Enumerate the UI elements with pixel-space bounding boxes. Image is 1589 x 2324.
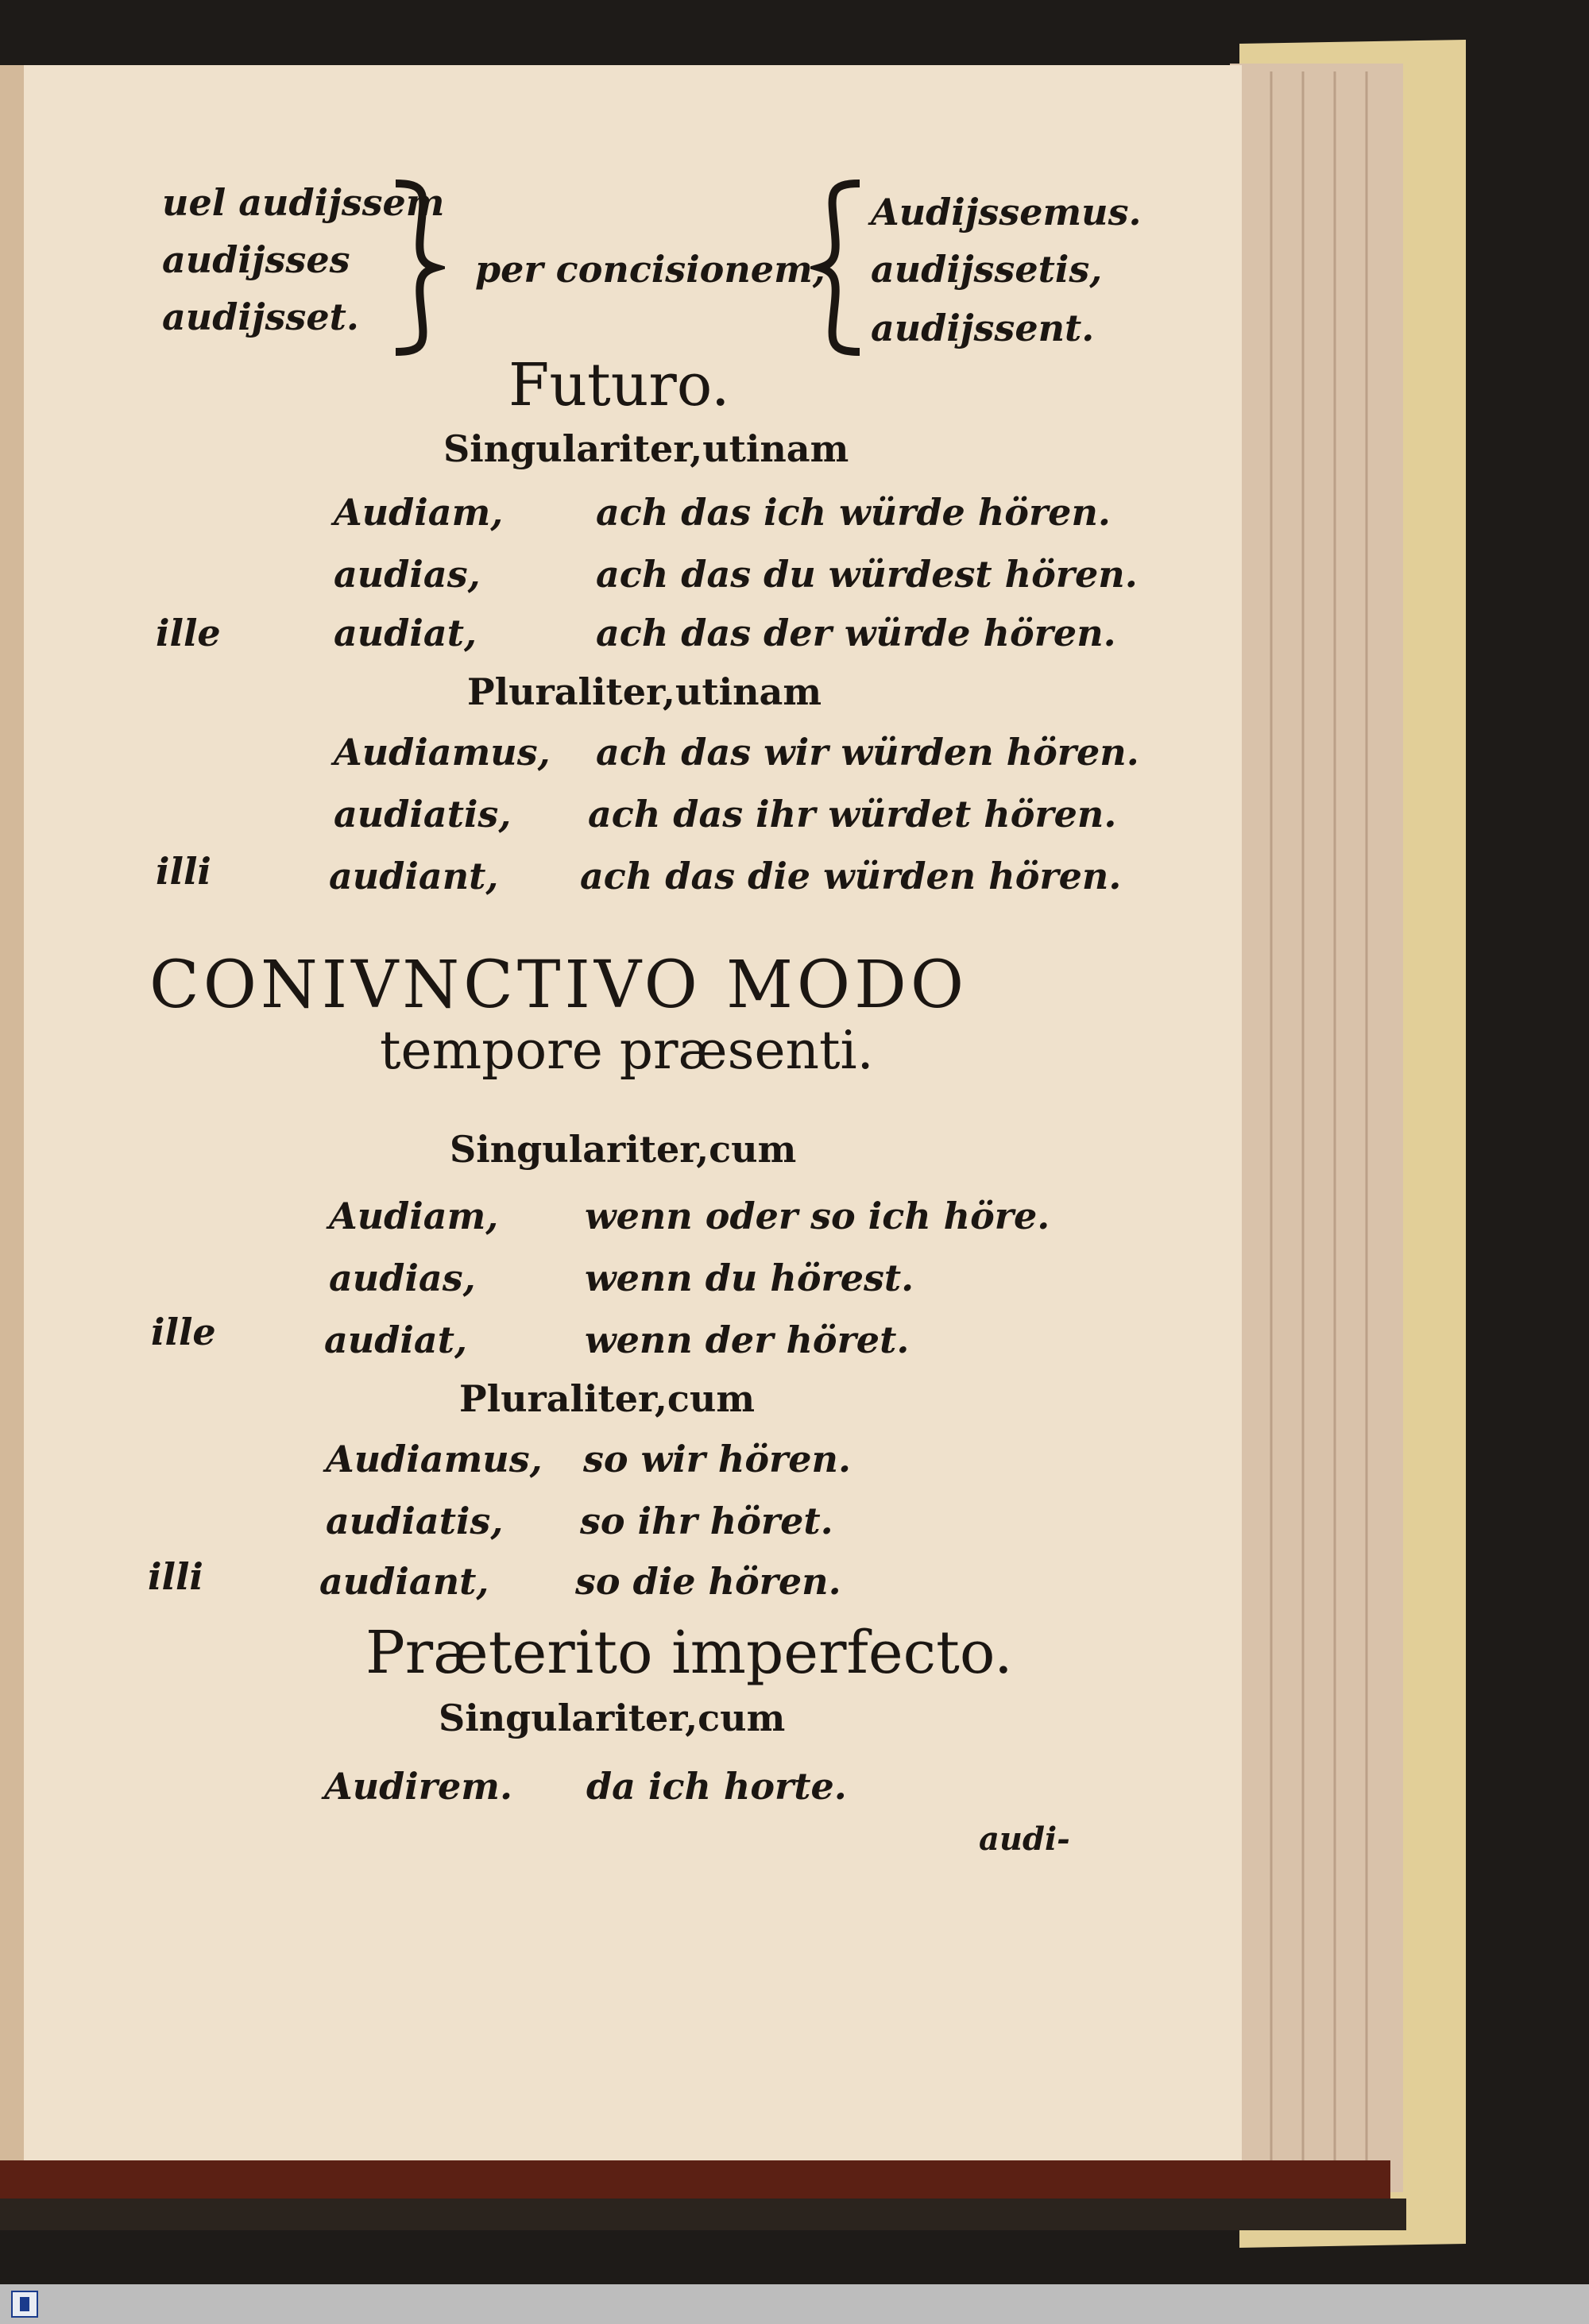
- coniunctivo-pl-german-3: so die hören.: [575, 1560, 841, 1603]
- futuro-singular-label: Singulariter,utinam: [443, 427, 849, 470]
- coniunctivo-sg-latin-2: audias,: [329, 1257, 476, 1299]
- catchword: audi-: [979, 1820, 1070, 1858]
- futuro-sg-latin-3: audiat,: [334, 612, 477, 654]
- futuro-pl-german-1: ach das wir würden hören.: [596, 731, 1139, 774]
- futuro-pl-german-3: ach das die würden hören.: [580, 855, 1122, 898]
- top-left-line-2: audijsses: [162, 238, 350, 281]
- scan-footer-bar: [0, 2284, 1589, 2324]
- top-left-line-1: uel audijssem: [162, 181, 445, 224]
- coniunctivo-pl-latin-1: Audiamus,: [326, 1438, 543, 1480]
- coniunctivo-plural-label: Pluraliter,cum: [459, 1377, 756, 1420]
- coniunctivo-sg-german-1: wenn oder so ich höre.: [585, 1195, 1050, 1237]
- coniunctivo-pl-pronoun-3: illi: [148, 1555, 203, 1598]
- coniunctivo-pl-latin-3: audiant,: [319, 1560, 489, 1603]
- top-right-line-2: audijssetis,: [871, 248, 1103, 291]
- futuro-plural-label: Pluraliter,utinam: [467, 670, 822, 713]
- left-brace-icon: [389, 179, 445, 357]
- coniunctivo-pl-german-2: so ihr höret.: [580, 1500, 833, 1542]
- futuro-sg-german-1: ach das ich würde hören.: [596, 491, 1111, 534]
- praeterito-heading: Præterito imperfecto.: [365, 1619, 1013, 1687]
- futuro-pl-german-2: ach das ihr würdet hören.: [588, 793, 1117, 836]
- coniunctivo-sg-german-2: wenn du hörest.: [585, 1257, 914, 1299]
- coniunctivo-pl-latin-2: audiatis,: [326, 1500, 504, 1542]
- coniunctivo-subheading: tempore præsenti.: [380, 1020, 874, 1081]
- futuro-heading: Futuro.: [508, 351, 730, 419]
- coniunctivo-pl-german-1: so wir hören.: [583, 1438, 852, 1480]
- top-middle-text: per concisionem,: [475, 248, 825, 291]
- futuro-pl-latin-3: audiant,: [329, 855, 499, 898]
- futuro-pl-pronoun-3: illi: [156, 850, 211, 893]
- top-right-line-1: Audijssemus.: [871, 191, 1142, 234]
- right-brace-icon: [810, 179, 866, 357]
- top-right-line-3: audijssent.: [871, 307, 1095, 349]
- library-logo-icon: [11, 2291, 38, 2318]
- coniunctivo-sg-german-3: wenn der höret.: [585, 1318, 910, 1361]
- page-block-edges: [1230, 64, 1403, 2192]
- coniunctivo-heading: CONIVNCTIVO MODO: [149, 948, 968, 1023]
- praeterito-latin: Audirem.: [324, 1765, 512, 1808]
- futuro-sg-latin-2: audias,: [334, 553, 481, 596]
- coniunctivo-sg-latin-1: Audiam,: [329, 1195, 499, 1237]
- praeterito-german: da ich horte.: [586, 1765, 847, 1808]
- futuro-sg-german-2: ach das du würdest hören.: [596, 553, 1138, 596]
- coniunctivo-singular-label: Singulariter,cum: [450, 1128, 797, 1171]
- futuro-pl-latin-2: audiatis,: [334, 793, 512, 836]
- futuro-sg-german-3: ach das der würde hören.: [596, 612, 1116, 654]
- futuro-pl-latin-1: Audiamus,: [334, 731, 551, 774]
- praeterito-singular-label: Singulariter,cum: [439, 1697, 786, 1739]
- futuro-sg-pronoun-3: ille: [156, 612, 221, 654]
- top-left-line-3: audijsset.: [162, 295, 359, 338]
- coniunctivo-sg-latin-3: audiat,: [324, 1318, 467, 1361]
- futuro-sg-latin-1: Audiam,: [334, 491, 504, 534]
- coniunctivo-sg-pronoun-3: ille: [151, 1311, 216, 1353]
